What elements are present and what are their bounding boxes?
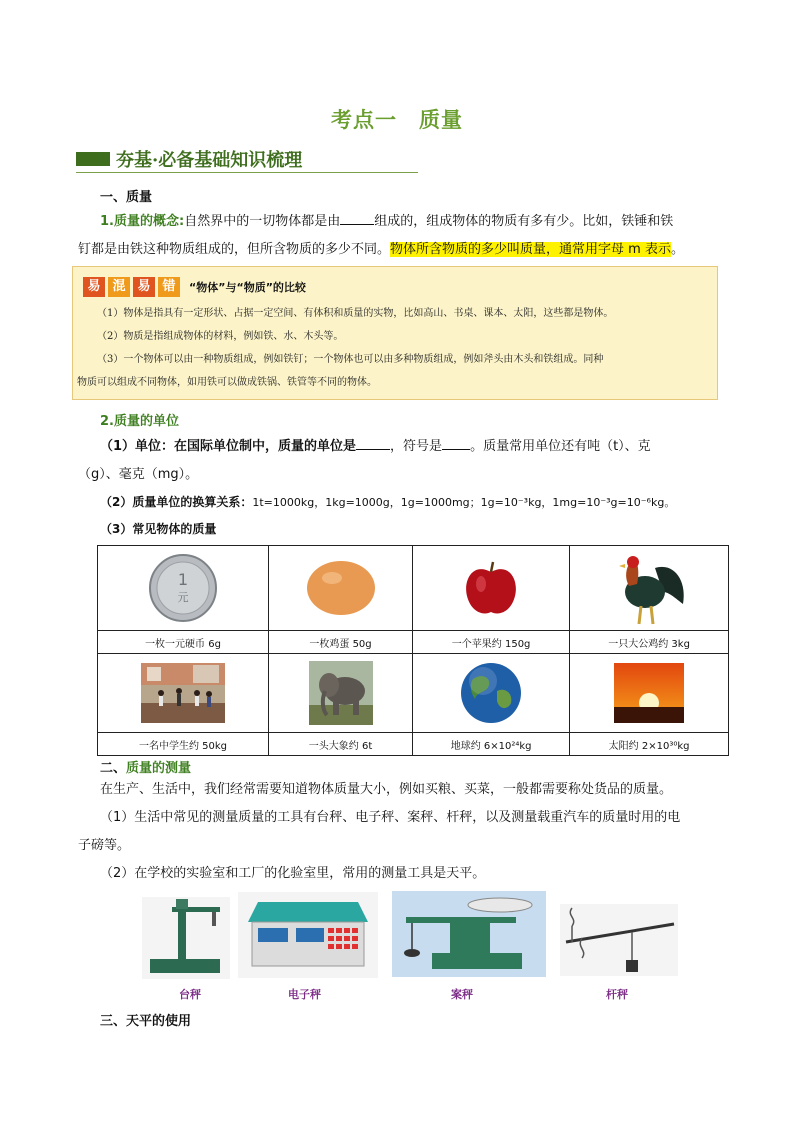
sun-icon (614, 663, 684, 723)
mass-concept-line2 (78, 236, 730, 264)
units-line1 (100, 433, 730, 461)
units-line2: （g）、毫克（mg）。 (78, 467, 199, 482)
apple-icon (463, 558, 519, 618)
mass-concept-line1 (100, 208, 730, 236)
scale-label-platform: 台秤 (179, 988, 201, 1001)
scale-label-steelyard: 杆秤 (606, 988, 628, 1001)
cell-apple (413, 546, 570, 631)
measurement-intro: 在生产、生活中，我们经常需要知道物体质量大小，例如买粮、买菜，一般都需要称处货品的质量。 (100, 782, 673, 797)
steelyard-icon (560, 904, 678, 976)
cell-sun (570, 654, 729, 733)
measurement-item2: （2）在学校的实验室和工厂的化验室里，常用的测量工具是天平。 (100, 866, 486, 881)
tip-badges (83, 275, 183, 297)
concept-highlight: 物体所含物质的多少叫质量，通常用字母 m 表示 (390, 242, 671, 257)
units-text-a: （1）单位：在国际单位制中，质量的单位是 (100, 439, 357, 454)
common-objects-heading: （3）常见物体的质量 (100, 522, 217, 536)
elephant-icon (309, 661, 373, 725)
cell-students (98, 654, 269, 733)
measurement-item1-b: 子磅等。 (78, 838, 131, 853)
conversion-label: （2）质量单位的换算关系： (100, 495, 253, 509)
badge-2: 混 (108, 277, 130, 297)
svg-text:1: 1 (177, 570, 189, 589)
tip-line-1: （1）物体是指具有一定形状、占据一定空间、有体积和质量的实物，比如高山、书桌、课本、太阳，这些都是物体。 (97, 308, 614, 319)
caption-rooster: 一只大公鸡约 3kg (570, 631, 729, 654)
fill-blank-3[interactable] (442, 437, 470, 450)
heading-units: 2.质量的单位 (100, 414, 179, 429)
counter-scale-icon (392, 891, 546, 977)
platform-scale-icon (142, 897, 230, 979)
fill-blank-1[interactable] (340, 212, 374, 225)
tip-line-4: 物质可以组成不同物体，如用铁可以做成铁锅、铁管等不同的物体。 (77, 377, 377, 388)
concept-text-c: 钉都是由铁这种物质组成的，但所含物质的多少不同。 (78, 242, 391, 257)
caption-egg: 一枚鸡蛋 50g (269, 631, 413, 654)
heading-mass: 一、质量 (100, 190, 153, 205)
heading-measurement-main: 质量的测量 (126, 761, 192, 776)
svg-text:元: 元 (177, 591, 189, 604)
caption-earth: 地球约 6×10²⁴kg (413, 733, 570, 756)
earth-icon (459, 661, 523, 725)
caption-coin: 一枚一元硬币 6g (98, 631, 269, 654)
concept-label: 1.质量的概念: (100, 214, 185, 229)
section-divider (76, 172, 418, 173)
fill-blank-2[interactable] (356, 437, 390, 450)
scale-label-electronic: 电子秤 (288, 988, 321, 1001)
heading-balance-usage: 三、天平的使用 (100, 1014, 192, 1029)
coin-icon (148, 553, 218, 623)
common-masses-table (97, 545, 729, 756)
badge-3: 易 (133, 277, 155, 297)
badge-1: 易 (83, 277, 105, 297)
cell-rooster (570, 546, 729, 631)
concept-text-a: 自然界中的一切物体都是由 (184, 214, 341, 229)
caption-students: 一名中学生约 50kg (98, 733, 269, 756)
tip-line-3: （3）一个物体可以由一种物质组成，例如铁钉；一个物体也可以由多种物质组成，例如斧头由木头和铁组成。同种 (97, 354, 604, 365)
caption-apple: 一个苹果约 150g (413, 631, 570, 654)
tip-line-2: （2）物质是指组成物体的材料，例如铁、水、木头等。 (97, 331, 344, 342)
scale-label-counter: 案秤 (451, 988, 473, 1001)
electronic-scale-icon (238, 892, 378, 978)
cell-egg (269, 546, 413, 631)
page-title: 考点一 质量 (331, 107, 463, 132)
cell-coin (98, 546, 269, 631)
concept-text-b: 组成的，组成物体的物质有多有少。比如，铁锤和铁 (374, 214, 674, 229)
egg-icon (304, 558, 378, 618)
tip-box (72, 266, 718, 400)
heading-measurement-prefix: 二、 (100, 761, 127, 776)
students-icon (141, 663, 225, 723)
units-conversion (100, 488, 730, 517)
section-header-bar (76, 152, 110, 166)
rooster-icon (609, 548, 689, 628)
units-text-c: 。质量常用单位还有吨（t）、克 (470, 439, 651, 454)
badge-4: 错 (158, 277, 180, 297)
cell-earth (413, 654, 570, 733)
heading-measurement (100, 757, 191, 776)
tip-title: “物体”与“物质”的比较 (189, 281, 306, 294)
conversion-text: 1t=1000kg，1kg=1000g，1g=1000mg；1g=10⁻³kg，1mg=10⁻³g=10⁻⁶kg。 (252, 496, 676, 509)
concept-end: 。 (670, 242, 684, 257)
measurement-item1-a: （1）生活中常见的测量质量的工具有台秤、电子秤、案秤、杆秤，以及测量载重汽车的质量时用的电 (100, 810, 681, 825)
caption-elephant: 一头大象约 6t (269, 733, 413, 756)
caption-sun: 太阳约 2×10³⁰kg (570, 733, 729, 756)
cell-elephant (269, 654, 413, 733)
units-text-b: ，符号是 (390, 439, 443, 454)
section-header: 夯基·必备基础知识梳理 (116, 150, 303, 171)
